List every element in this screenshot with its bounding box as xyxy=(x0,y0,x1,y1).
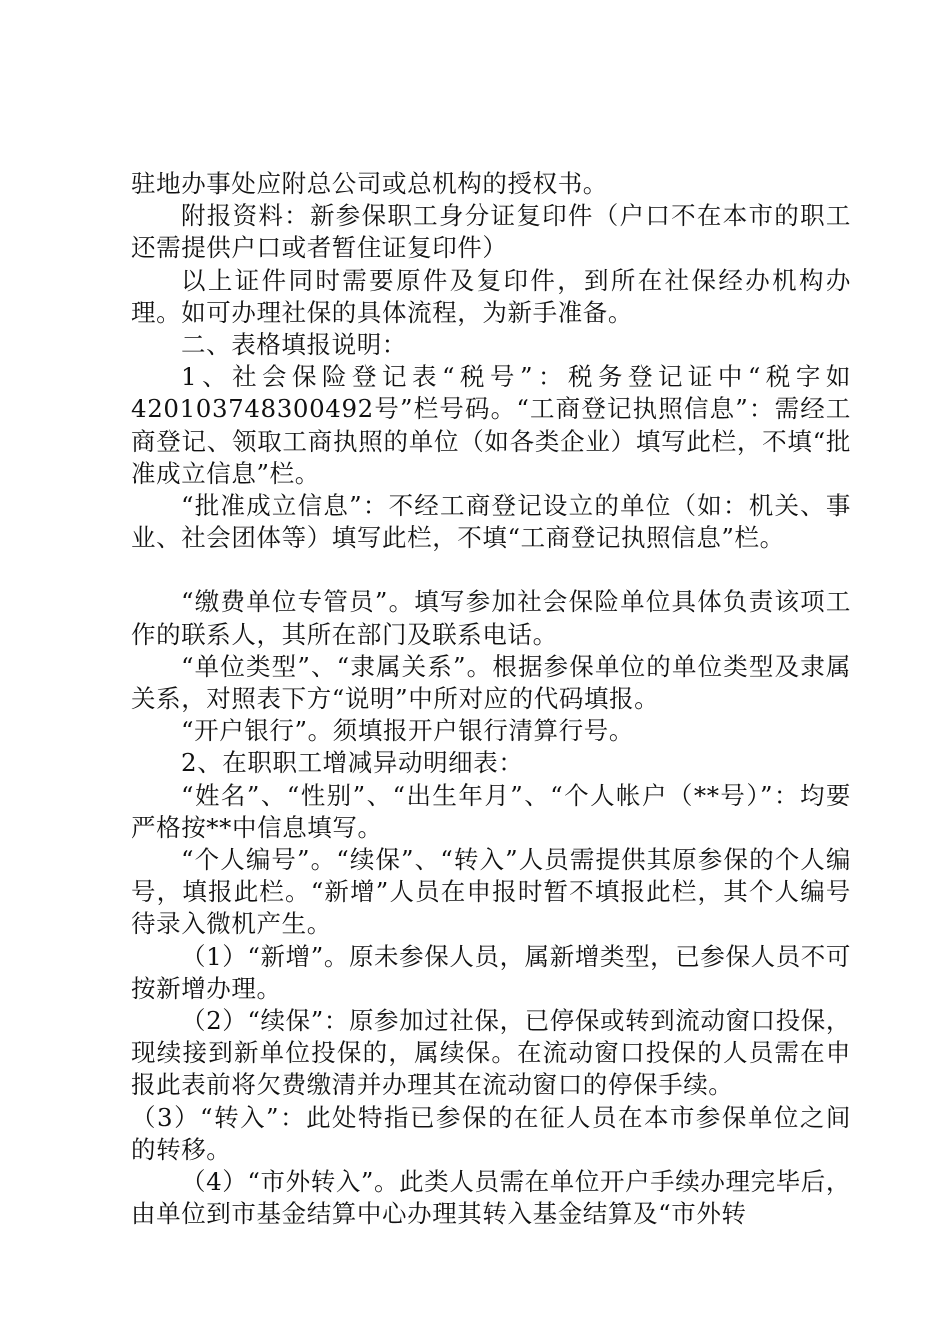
paragraph-personal-number: “个人编号”。“续保”、“转入”人员需提供其原参保的个人编号，填报此栏。“新增”人员在申报时暂不填报此栏，其个人编号待录入微机产生。 xyxy=(131,845,851,939)
blank-line xyxy=(131,554,851,586)
paragraph-unit-type: “单位类型”、“隶属关系”。根据参保单位的单位类型及隶属关系，对照表下方“说明”中所对应的代码填报。 xyxy=(131,651,851,714)
paragraph-bank: “开户银行”。须填报开户银行清算行号。 xyxy=(181,716,634,746)
section-heading-employee-changes: 2、在职职工增减异动明细表： xyxy=(181,748,524,778)
paragraph-authorization: 驻地办事处应附总公司或总机构的授权书。 xyxy=(131,169,608,198)
paragraph-contact-person: “缴费单位专管员”。填写参加社会保险单位具体负责该项工作的联系人，其所在部门及联系电话。 xyxy=(131,587,851,649)
paragraph-renewal: （2）“续保”：原参加过社保，已停保或转到流动窗口投保，现续接到新单位投保的，属续保。在流动窗口投保的人员需在申报此表前将欠费缴清并办理其在流动窗口的停保手续。 xyxy=(131,1006,851,1100)
section-heading-form-instructions: 二、表格填报说明： xyxy=(181,330,407,360)
paragraph-originals: 以上证件同时需要原件及复印件，到所在社保经办机构办理。如可办理社保的具体流程，为新手准备。 xyxy=(131,265,851,327)
paragraph-new-enrollment: （1）“新增”。原未参保人员，属新增类型，已参保人员不可按新增办理。 xyxy=(131,941,851,1003)
paragraph-transfer-in: （3）“转入”：此处特指已参保的在征人员在本市参保单位之间的转移。 xyxy=(131,1102,851,1164)
paragraph-attachments: 附报资料：新参保职工身分证复印件（户口不在本市的职工还需提供户口或者暂住证复印件） xyxy=(131,201,851,263)
paragraph-tax-number: 1、社会保险登记表“税号”：税务登记证中“税字如420103748300492号”栏号码。“工商登记执照信息”：需经工商登记、领取工商执照的单位（如各类企业）填写此栏，不填“批准成立信息”栏。 xyxy=(131,362,851,488)
paragraph-approval-info: “批准成立信息”：不经工商登记设立的单位（如：机关、事业、社会团体等）填写此栏，不填“工商登记执照信息”栏。 xyxy=(131,491,851,553)
document-body xyxy=(131,168,851,1231)
paragraph-personal-fields: “姓名”、“性别”、“出生年月”、“个人帐户（**号）”：均要严格按**中信息填写。 xyxy=(131,780,851,842)
paragraph-external-transfer: （4）“市外转入”。此类人员需在单位开户手续办理完毕后，由单位到市基金结算中心办理其转入基金结算及“市外转 xyxy=(131,1167,851,1229)
